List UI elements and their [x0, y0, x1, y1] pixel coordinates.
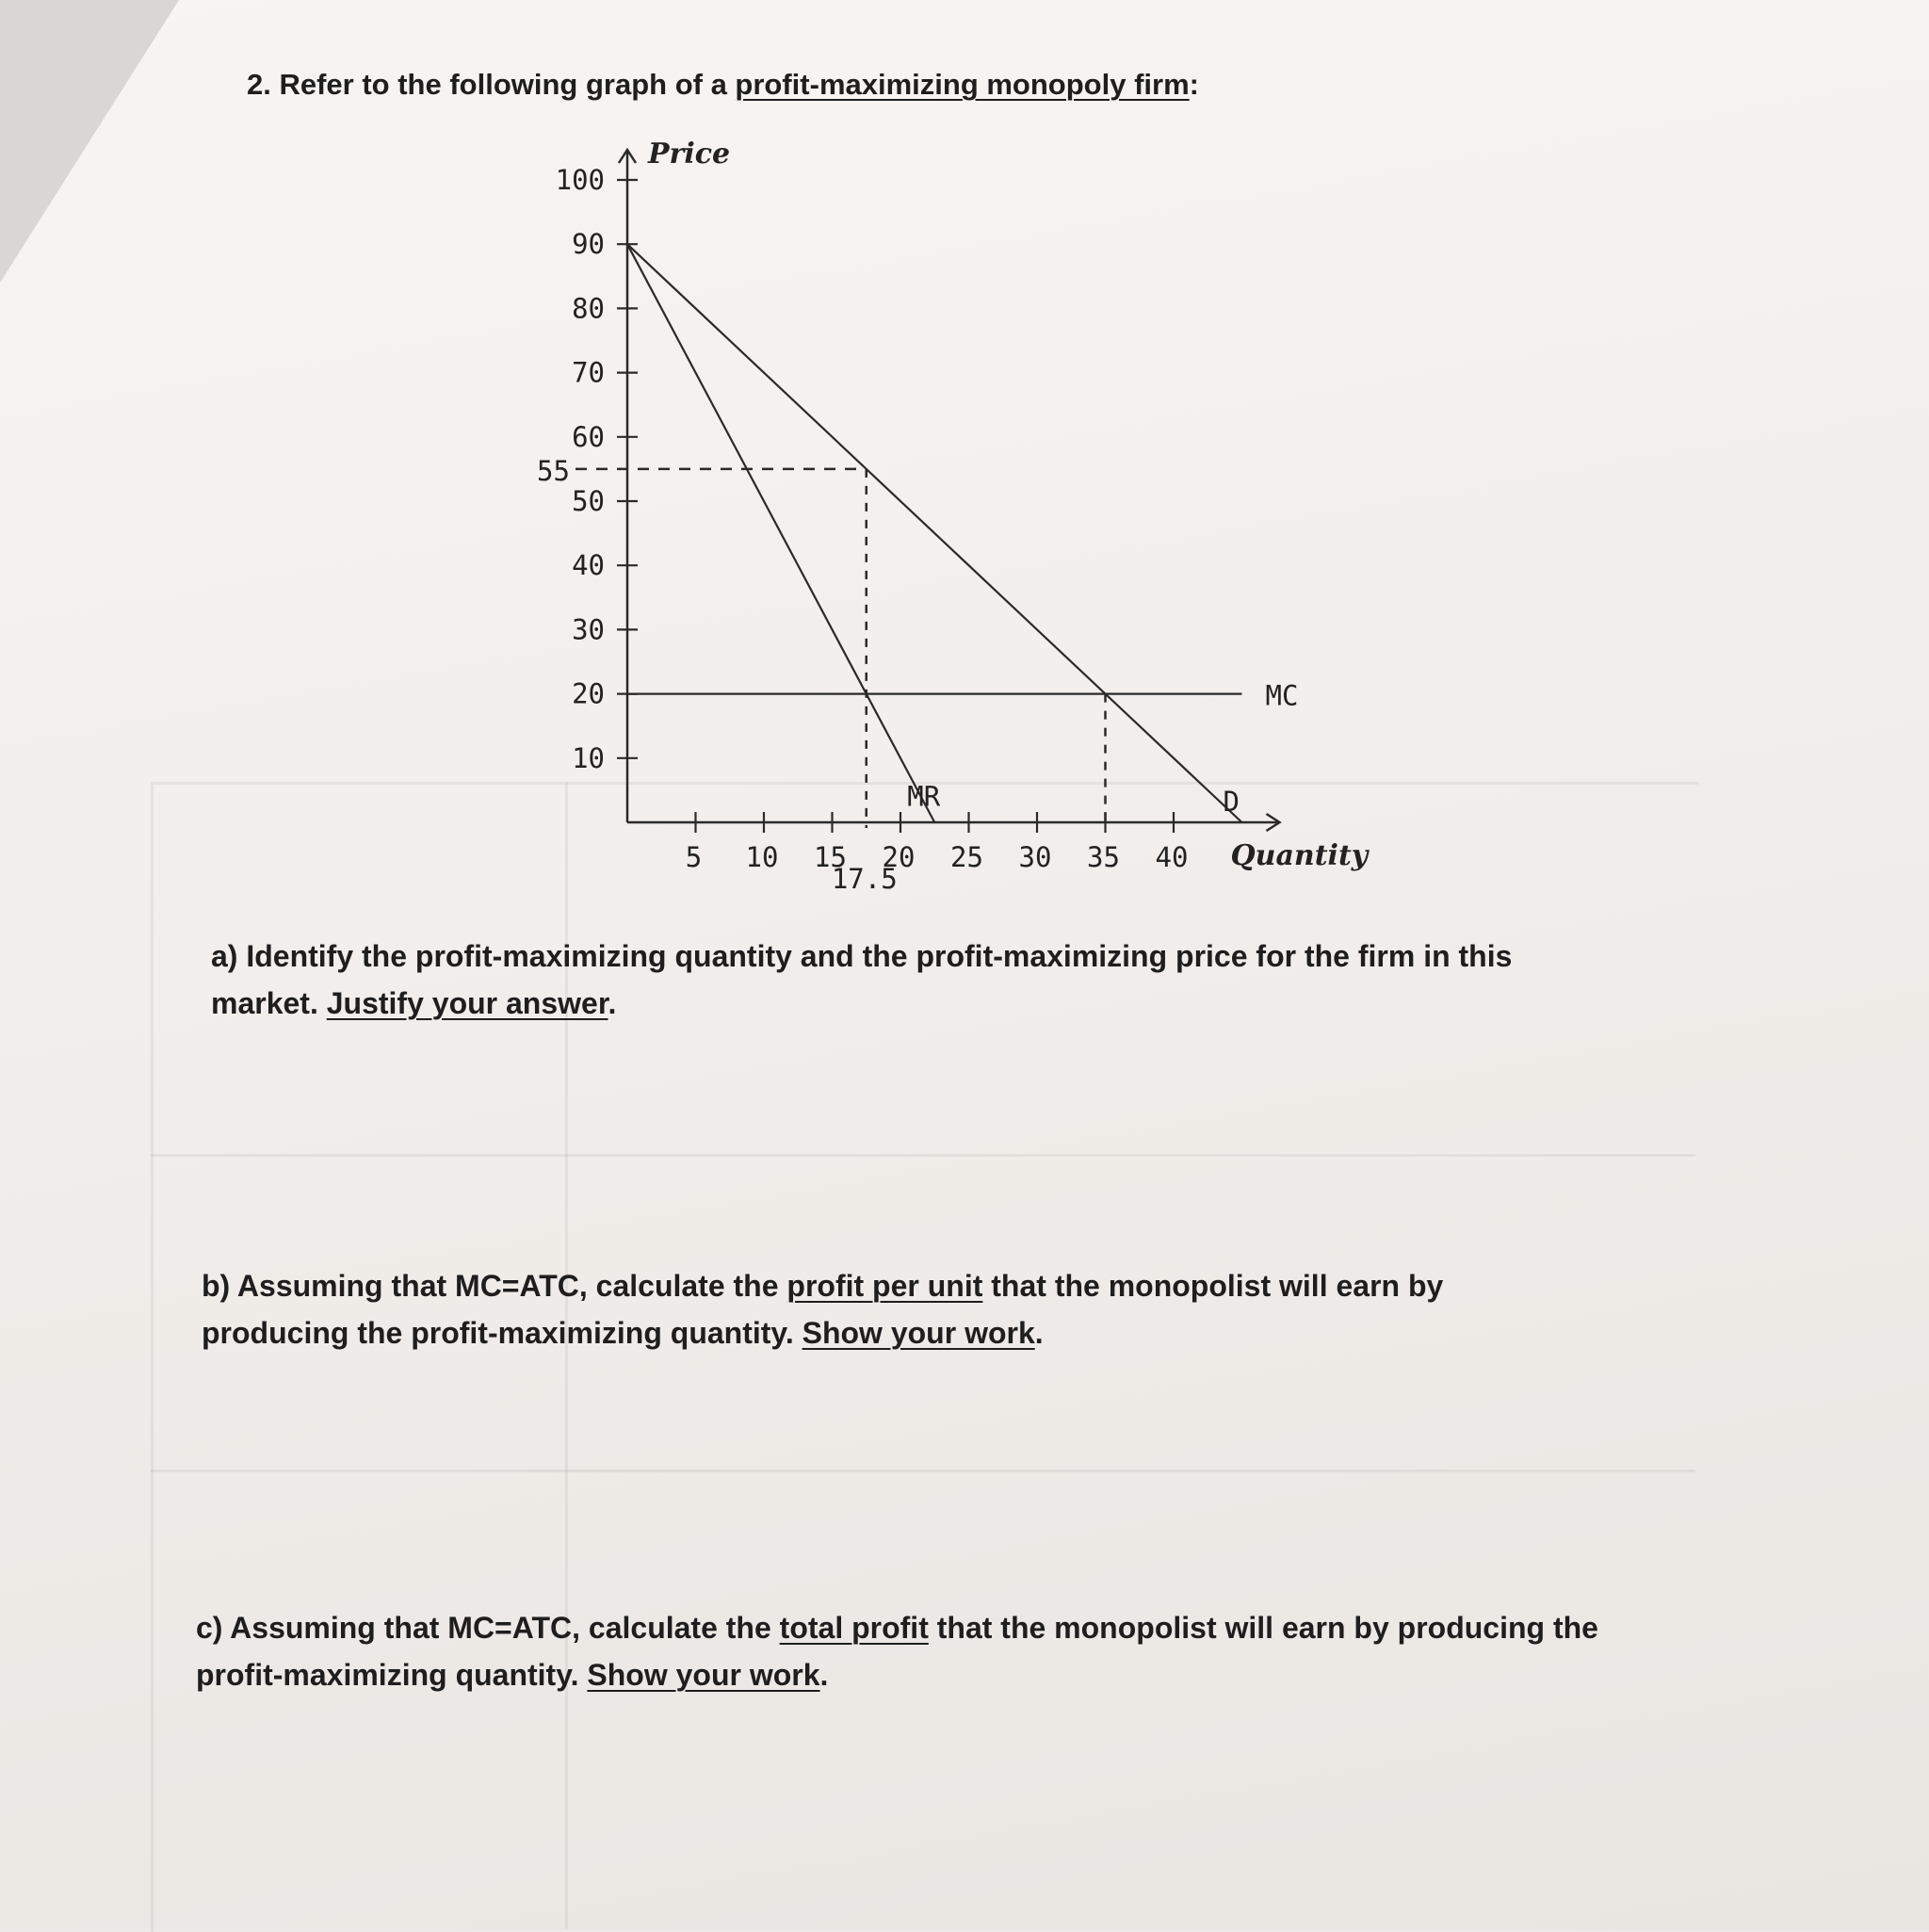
quantity-17-5-marker: 17.5: [831, 863, 898, 895]
y-tick-label: 70: [572, 356, 605, 389]
question-intro-underlined: profit-maximizing monopoly firm: [735, 68, 1190, 101]
x-tick-label: 30: [1018, 841, 1052, 873]
part-a: [211, 933, 1624, 1027]
x-tick-label: 10: [745, 841, 779, 873]
part-c-emphasis: Show your work: [587, 1658, 820, 1692]
part-b-underlined: profit per unit: [786, 1269, 983, 1303]
part-b-emphasis: Show your work: [802, 1316, 1035, 1350]
y-tick-label: 20: [572, 677, 605, 710]
part-c-pre: Assuming that MC=ATC, calculate the: [230, 1611, 780, 1645]
question-intro: Refer to the following graph of a: [279, 68, 736, 101]
y-tick-label: 10: [572, 741, 605, 774]
y-tick-label: 40: [572, 549, 605, 582]
price-55-marker: 55: [537, 454, 570, 487]
part-b-pre: Assuming that MC=ATC, calculate the: [236, 1269, 787, 1303]
x-tick-label: 20: [882, 841, 916, 873]
part-b-end: .: [1034, 1316, 1044, 1350]
x-tick-label: 35: [1087, 841, 1120, 873]
part-b-letter: b): [202, 1269, 231, 1303]
y-tick-label: 50: [572, 485, 605, 517]
x-axis-label: Quantity: [1230, 839, 1369, 872]
part-c-letter: c): [196, 1611, 223, 1645]
curve-d: [627, 244, 1242, 822]
part-a-emphasis: Justify your answer: [326, 986, 608, 1020]
y-tick-label: 60: [572, 420, 605, 453]
y-tick-label: 30: [572, 613, 605, 646]
y-tick-label: 90: [572, 228, 605, 261]
part-a-end: .: [608, 986, 617, 1020]
curve-mr: [627, 244, 934, 822]
part-b-post: that the monopolist will earn by producing the profit-maximizing quantity.: [202, 1269, 1444, 1350]
part-b: [202, 1262, 1596, 1356]
y-tick-label: 80: [572, 292, 605, 325]
y-axis-label: Price: [648, 138, 731, 170]
y-tick-label: 100: [555, 164, 605, 196]
x-tick-label: 15: [814, 841, 847, 873]
mr-curve-label: MR: [907, 780, 941, 813]
x-tick-label: 25: [950, 841, 983, 873]
x-tick-label: 5: [685, 841, 703, 873]
part-a-text: Identify the profit-maximizing quantity and the profit-maximizing price for the firm in this market.: [211, 939, 1513, 1020]
part-c-end: .: [819, 1658, 829, 1692]
part-c-post: that the monopolist will earn by producing the profit-maximizing quantity.: [196, 1611, 1598, 1692]
part-c: [196, 1604, 1646, 1698]
part-c-underlined: total profit: [779, 1611, 929, 1645]
question-intro-end: :: [1189, 68, 1199, 101]
part-a-letter: a): [211, 939, 238, 973]
question-number: 2.: [247, 68, 271, 101]
demand-curve-label: D: [1223, 786, 1240, 819]
mc-curve-label: MC: [1265, 679, 1299, 712]
x-tick-label: 40: [1155, 841, 1189, 873]
